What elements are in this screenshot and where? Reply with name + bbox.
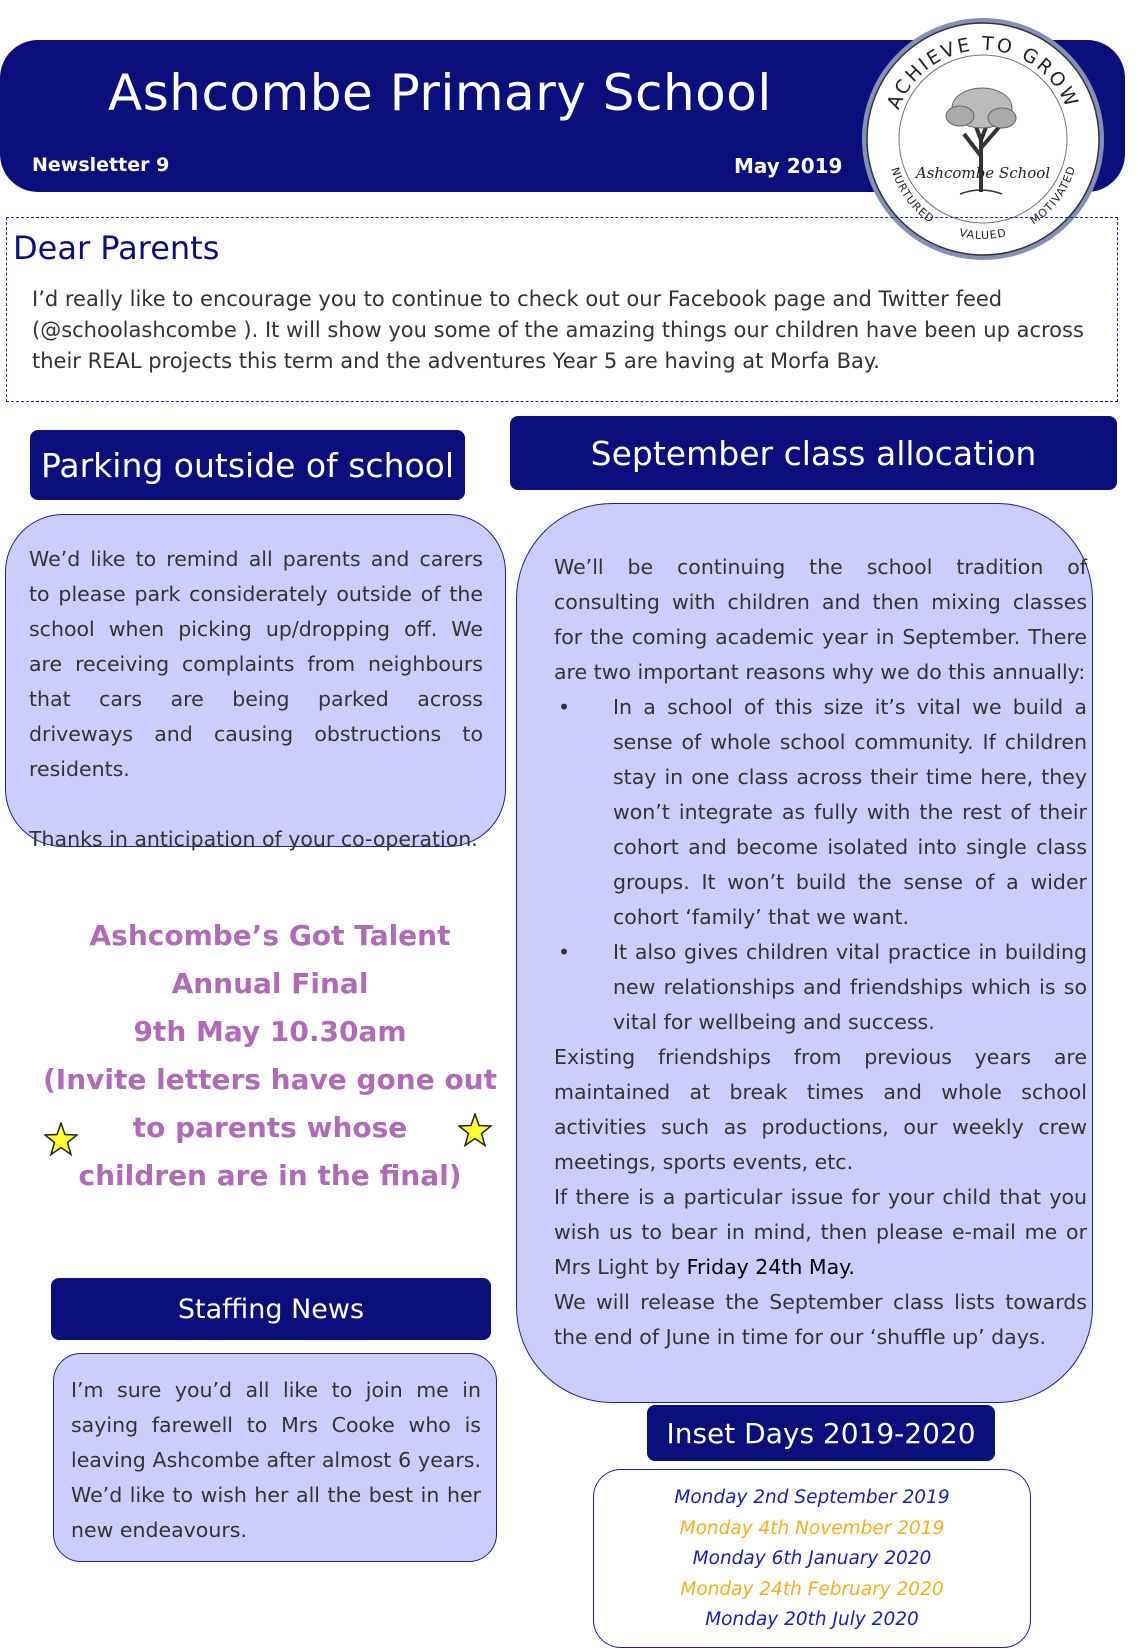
list-item-text: It also gives children vital practice in building new relationships and friendships which is so vital for wellbeing and success. bbox=[613, 940, 1087, 1034]
september-intro: We’ll be continuing the school tradition of consulting with children and then mixing classes for the coming academic year in September. There are two important reasons why we do this annually: bbox=[554, 555, 1087, 684]
september-issue bbox=[554, 1180, 1087, 1285]
bullet-icon: • bbox=[558, 940, 571, 964]
parking-heading: Parking outside of school bbox=[30, 430, 465, 500]
september-text bbox=[554, 550, 1087, 1355]
newsletter-number: Newsletter 9 bbox=[32, 154, 170, 176]
inset-day: Monday 20th July 2020 bbox=[705, 1609, 919, 1630]
inset-day: Monday 4th November 2019 bbox=[679, 1517, 945, 1539]
september-existing: Existing friendships from previous years are maintained at break times and whole school activities such as productions, our weekly crew meetings, sports events, etc. bbox=[554, 1045, 1087, 1174]
issue-text: If there is a particular issue for your child that you wish us to bear in mind, then please e-mail me or Mrs Light by bbox=[554, 1185, 1087, 1279]
star-icon bbox=[44, 1122, 78, 1156]
inset-day: Monday 6th January 2020 bbox=[692, 1548, 932, 1569]
svg-text:NURTURED: NURTURED bbox=[888, 165, 937, 227]
svg-text:VALUED: VALUED bbox=[957, 226, 1009, 243]
inset-heading: Inset Days 2019-2020 bbox=[647, 1405, 995, 1461]
svg-text:ACHIEVE TO GROW: ACHIEVE TO GROW bbox=[882, 32, 1084, 113]
talent-line: Annual Final bbox=[171, 967, 369, 1000]
list-item-text: In a school of this size it’s vital we build a sense of whole school community. If children stay in one class across their time here, they won’t integrate as fully with the rest of their cohort and become isolated into single class groups. It won’t build the sense of a wider cohort ‘family’ that we want. bbox=[613, 695, 1087, 929]
parking-text bbox=[29, 542, 483, 857]
staffing-text: I’m sure you’d all like to join me in saying farewell to Mrs Cooke who is leaving Ashcombe after almost 6 years. We’d like to wish her all the best in her new endeavours. bbox=[71, 1378, 481, 1542]
talent-announcement bbox=[40, 912, 500, 1200]
star-icon bbox=[458, 1113, 492, 1147]
list-item bbox=[554, 935, 1087, 1040]
talent-line: 9th May 10.30am bbox=[133, 1015, 407, 1048]
talent-line: (Invite letters have gone out bbox=[42, 1063, 497, 1096]
inset-day: Monday 24th February 2020 bbox=[680, 1578, 944, 1600]
issue-deadline: Friday 24th May. bbox=[686, 1255, 855, 1279]
bullet-icon: • bbox=[558, 695, 571, 719]
intro-text: I’d really like to encourage you to continue to check out our Facebook page and Twitter feed (@schoolashcombe ). It will show you some of the amazing things our children have been up across their REAL projects this term and the adventures Year 5 are having at Morfa Bay. bbox=[32, 287, 1084, 373]
intro-title: Dear Parents bbox=[13, 229, 220, 267]
list-item bbox=[554, 690, 1087, 935]
talent-line: Ashcombe’s Got Talent bbox=[89, 919, 451, 952]
parking-thanks: Thanks in anticipation of your co-operation. bbox=[29, 827, 478, 851]
issue-date: May 2019 bbox=[734, 154, 843, 178]
september-heading: September class allocation bbox=[510, 416, 1117, 490]
talent-line: children are in the final) bbox=[78, 1159, 462, 1192]
parking-paragraph: We’d like to remind all parents and carers to please park considerately outside of the school when picking up/dropping off. We are receiving complaints from neighbours that cars are being parked across driveways and causing obstructions to residents. bbox=[29, 547, 483, 781]
inset-days-list bbox=[593, 1483, 1031, 1636]
reasons-list bbox=[554, 690, 1087, 1040]
svg-text:MOTIVATED: MOTIVATED bbox=[1027, 164, 1079, 228]
school-name: Ashcombe Primary School bbox=[108, 64, 772, 122]
staffing-heading: Staffing News bbox=[51, 1278, 491, 1340]
svg-text:Ashcombe School: Ashcombe School bbox=[915, 164, 1051, 182]
talent-line: to parents whose bbox=[132, 1111, 408, 1144]
inset-day: Monday 2nd September 2019 bbox=[674, 1487, 950, 1508]
september-release: We will release the September class lists towards the end of June in time for our ‘shuffle up’ days. bbox=[554, 1290, 1087, 1349]
